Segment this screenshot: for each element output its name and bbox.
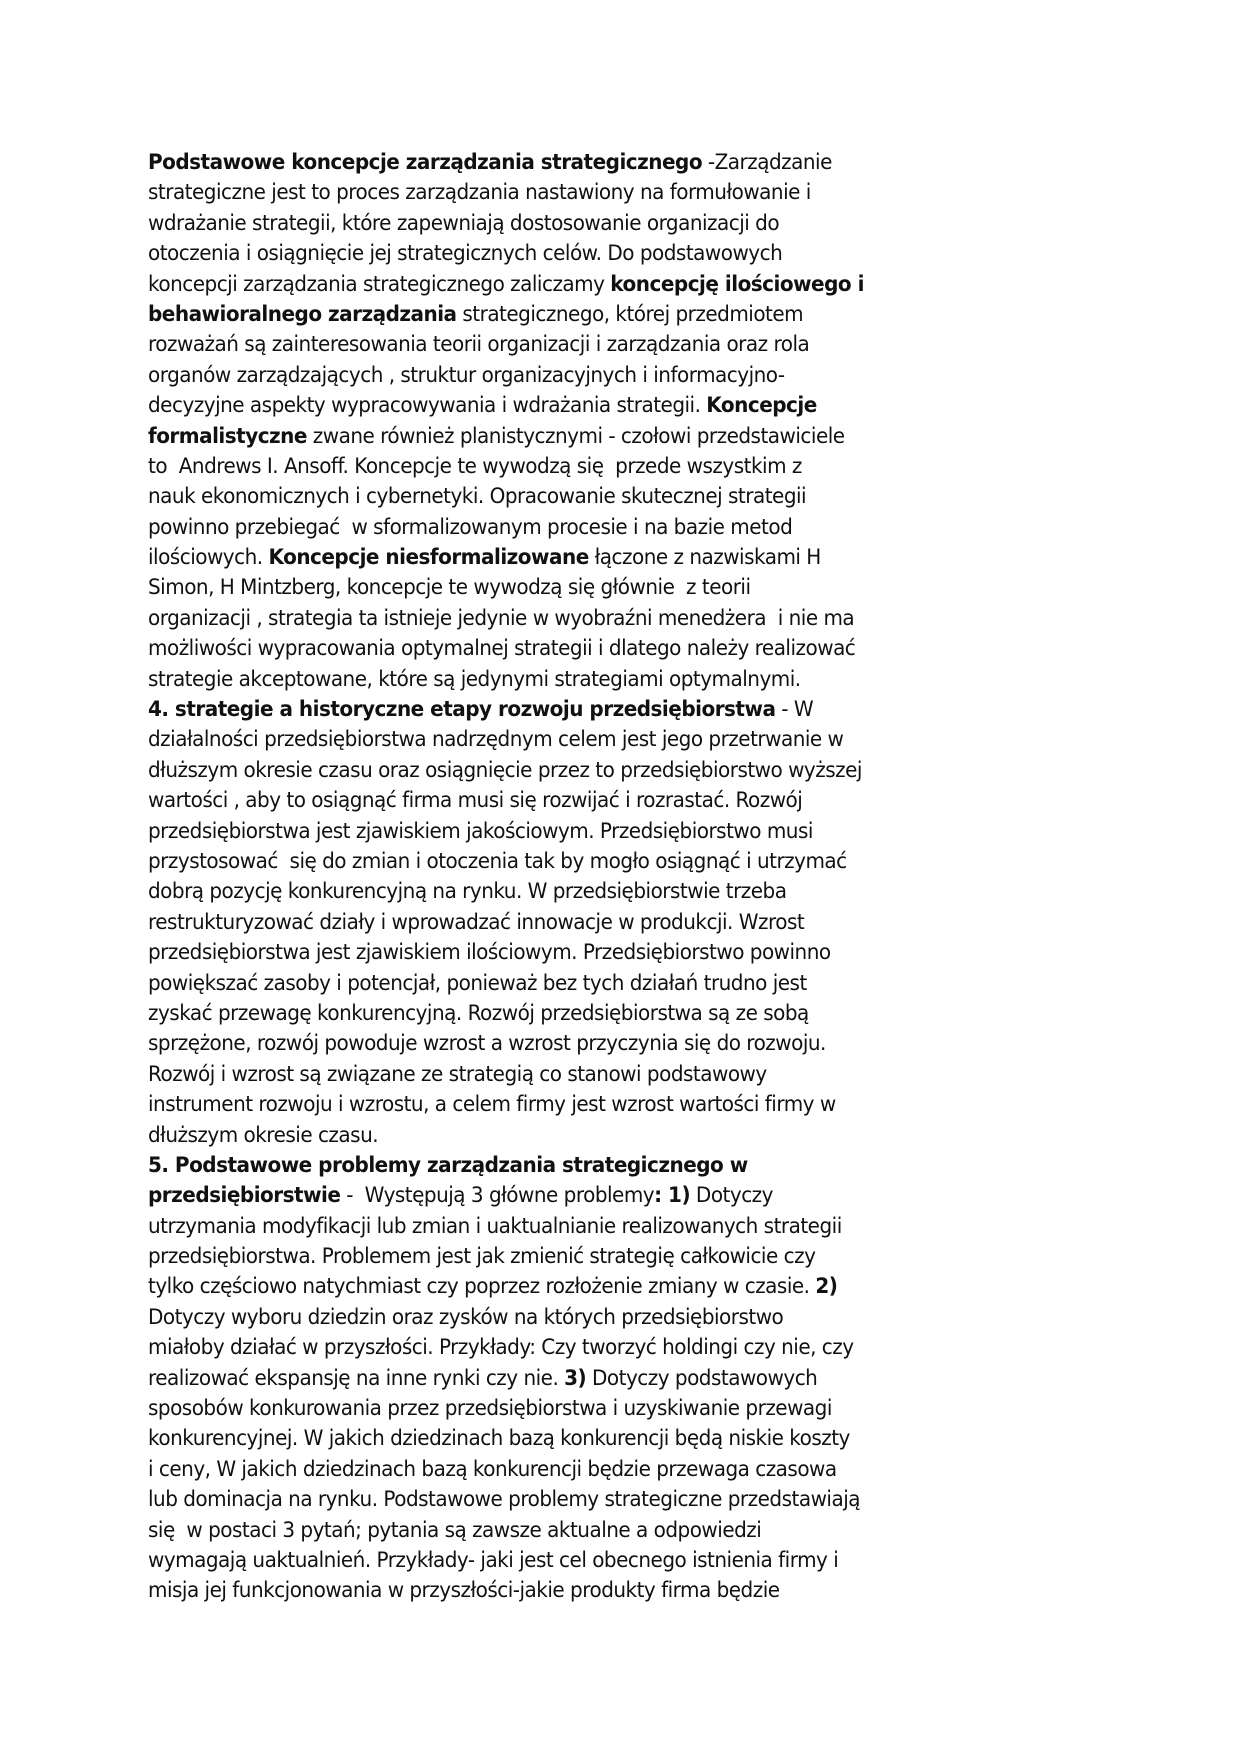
text-segment: misja jej funkcjonowania w przyszłości-jakie produkty firma będzie	[148, 1578, 780, 1604]
text-segment: miałoby działać w przyszłości. Przykłady: Czy tworzyć holdingi czy nie, czy	[148, 1335, 854, 1361]
text-segment: Dotyczy	[690, 1183, 773, 1209]
text-segment: sprzężone, rozwój powoduje wzrost a wzrost przyczynia się do rozwoju.	[148, 1031, 826, 1057]
text-segment: powinno przebiegać w sformalizowanym procesie i na bazie metod	[148, 514, 793, 540]
text-segment: Dotyczy wyboru dziedzin oraz zysków na których przedsiębiorstwo	[148, 1304, 784, 1330]
text-line	[148, 422, 1041, 452]
text-segment: strategiczne jest to proces zarządzania nastawiony na formułowanie i	[148, 180, 811, 206]
text-segment: wdrażanie strategii, które zapewniają dostosowanie organizacji do	[148, 210, 780, 236]
text-segment: lub dominacja na rynku. Podstawowe problemy strategiczne przedstawiają	[148, 1487, 860, 1513]
text-segment: Rozwój i wzrost są związane ze strategią co stanowi podstawowy	[148, 1061, 767, 1087]
text-segment: przedsiębiorstwa jest zjawiskiem ilościowym. Przedsiębiorstwo powinno	[148, 940, 831, 966]
bold-text-segment: 2)	[815, 1274, 838, 1300]
text-segment: realizować ekspansję na inne rynki czy nie.	[148, 1365, 565, 1391]
text-segment: strategicznego, której przedmiotem	[456, 301, 804, 327]
text-line	[148, 725, 1041, 755]
text-line	[148, 1090, 1041, 1120]
text-line	[148, 1424, 1041, 1454]
text-segment: restrukturyzować działy i wprowadzać innowacje w produkcji. Wzrost	[148, 909, 805, 935]
text-line	[148, 543, 1041, 573]
text-segment: wymagają uaktualnień. Przykłady- jaki jest cel obecnego istnienia firmy i	[148, 1547, 839, 1573]
text-line	[148, 361, 1041, 391]
bold-text-segment: 3)	[564, 1365, 587, 1391]
text-segment: organizacji , strategia ta istnieje jedynie w wyobraźni menedżera i nie ma	[148, 605, 855, 631]
text-line	[148, 756, 1041, 786]
text-line	[148, 604, 1041, 634]
bold-text-segment: formalistyczne	[148, 423, 307, 449]
text-segment: zwane również planistycznymi - czołowi przedstawiciele	[306, 423, 845, 449]
text-segment: dłuższym okresie czasu.	[148, 1122, 379, 1148]
text-segment: i ceny, W jakich dziedzinach bazą konkurencji będzie przewaga czasowa	[148, 1456, 837, 1482]
text-line	[148, 239, 1041, 269]
text-line	[148, 999, 1041, 1029]
text-line	[148, 1121, 1041, 1151]
text-segment: utrzymania modyfikacji lub zmian i uaktualnianie realizowanych strategii	[148, 1213, 842, 1239]
text-line	[148, 1333, 1041, 1363]
text-line	[148, 786, 1041, 816]
text-segment: rozważań są zainteresowania teorii organizacji i zarządzania oraz rola	[148, 332, 810, 358]
text-line	[148, 1546, 1041, 1576]
text-segment: łączone z nazwiskami H	[588, 545, 821, 571]
text-line	[148, 1242, 1041, 1272]
text-line	[148, 938, 1041, 968]
text-line	[148, 1272, 1041, 1302]
text-segment: przystosować się do zmian i otoczenia tak by mogło osiągnąć i utrzymać	[148, 848, 847, 874]
text-line	[148, 482, 1041, 512]
text-segment: sposobów konkurowania przez przedsiębiorstwa i uzyskiwanie przewagi	[148, 1396, 832, 1422]
bold-text-segment: koncepcję ilościowego i	[610, 271, 864, 297]
text-segment: nauk ekonomicznych i cybernetyki. Opracowanie skutecznej strategii	[148, 484, 807, 510]
text-segment: instrument rozwoju i wzrostu, a celem firmy jest wzrost wartości firmy w	[148, 1092, 836, 1118]
bold-text-segment: behawioralnego zarządzania	[148, 301, 457, 327]
text-segment: Dotyczy podstawowych	[586, 1365, 818, 1391]
text-segment: działalności przedsiębiorstwa nadrzędnym celem jest jego przetrwanie w	[148, 727, 844, 753]
text-line	[148, 969, 1041, 999]
text-segment: koncepcji zarządzania strategicznego zaliczamy	[148, 271, 611, 297]
text-line	[148, 178, 1041, 208]
text-line	[148, 1576, 1041, 1606]
text-segment: to Andrews I. Ansoff. Koncepcje te wywodzą się przede wszystkim z	[148, 453, 802, 479]
text-segment: zyskać przewagę konkurencyjną. Rozwój przedsiębiorstwa są ze sobą	[148, 1000, 809, 1026]
text-segment: możliwości wypracowania optymalnej strategii i dlatego należy realizować	[148, 636, 856, 662]
text-line	[148, 1516, 1041, 1546]
text-segment: powiększać zasoby i potencjał, ponieważ bez tych działań trudno jest	[148, 970, 807, 996]
text-line	[148, 665, 1041, 695]
text-line	[148, 148, 1041, 178]
text-line	[148, 634, 1041, 664]
text-line	[148, 695, 1041, 725]
text-segment: przedsiębiorstwa jest zjawiskiem jakościowym. Przedsiębiorstwo musi	[148, 818, 813, 844]
bold-text-segment: przedsiębiorstwie	[148, 1183, 341, 1209]
text-line	[148, 1303, 1041, 1333]
bold-text-segment: 5. Podstawowe problemy zarządzania strategicznego w	[148, 1152, 748, 1178]
text-segment: Simon, H Mintzberg, koncepcje te wywodzą się głównie z teorii	[148, 575, 751, 601]
text-segment: - W	[775, 697, 814, 723]
text-segment: wartości , aby to osiągnąć firma musi się rozwijać i rozrastać. Rozwój	[148, 788, 803, 814]
text-segment: dłuższym okresie czasu oraz osiągnięcie przez to przedsiębiorstwo wyższej	[148, 757, 862, 783]
text-line	[148, 1060, 1041, 1090]
text-line	[148, 877, 1041, 907]
bold-text-segment: Koncepcje niesformalizowane	[268, 545, 589, 571]
text-line	[148, 1394, 1041, 1424]
text-segment: - Występują 3 główne problemy	[340, 1183, 655, 1209]
text-line	[148, 391, 1041, 421]
text-segment: się w postaci 3 pytań; pytania są zawsze aktualne a odpowiedzi	[148, 1517, 762, 1543]
text-line	[148, 1485, 1041, 1515]
bold-text-segment: Podstawowe koncepcje zarządzania strategicznego	[148, 150, 703, 175]
text-segment: konkurencyjnej. W jakich dziedzinach bazą konkurencji będą niskie koszty	[148, 1426, 850, 1452]
text-line	[148, 513, 1041, 543]
text-line	[148, 817, 1041, 847]
text-line	[148, 847, 1041, 877]
text-segment: otoczenia i osiągnięcie jej strategicznych celów. Do podstawowych	[148, 241, 783, 267]
text-line	[148, 1455, 1041, 1485]
text-segment: -Zarządzanie	[702, 150, 832, 175]
text-line	[148, 1212, 1041, 1242]
text-line	[148, 209, 1041, 239]
text-line	[148, 300, 1041, 330]
text-line	[148, 908, 1041, 938]
bold-text-segment: 4. strategie a historyczne etapy rozwoju przedsiębiorstwa	[148, 697, 776, 723]
text-segment: decyzyjne aspekty wypracowywania i wdrażania strategii.	[148, 393, 707, 419]
text-segment: przedsiębiorstwa. Problemem jest jak zmienić strategię całkowicie czy	[148, 1244, 816, 1270]
bold-text-segment: Koncepcje	[706, 393, 817, 419]
text-segment: strategie akceptowane, które są jedynymi strategiami optymalnymi.	[148, 666, 801, 692]
text-segment: tylko częściowo natychmiast czy poprzez rozłożenie zmiany w czasie.	[148, 1274, 816, 1300]
text-line	[148, 1181, 1041, 1211]
text-segment: dobrą pozycję konkurencyjną na rynku. W przedsiębiorstwie trzeba	[148, 879, 787, 905]
text-line	[148, 330, 1041, 360]
document-page	[148, 148, 1041, 1607]
text-line	[148, 452, 1041, 482]
text-line	[148, 1151, 1041, 1181]
text-segment: ilościowych.	[148, 545, 269, 571]
text-segment: organów zarządzających , struktur organizacyjnych i informacyjno-	[148, 362, 785, 388]
text-line	[148, 573, 1041, 603]
text-line	[148, 270, 1041, 300]
text-line	[148, 1364, 1041, 1394]
text-line	[148, 1029, 1041, 1059]
bold-text-segment: : 1)	[654, 1183, 691, 1209]
